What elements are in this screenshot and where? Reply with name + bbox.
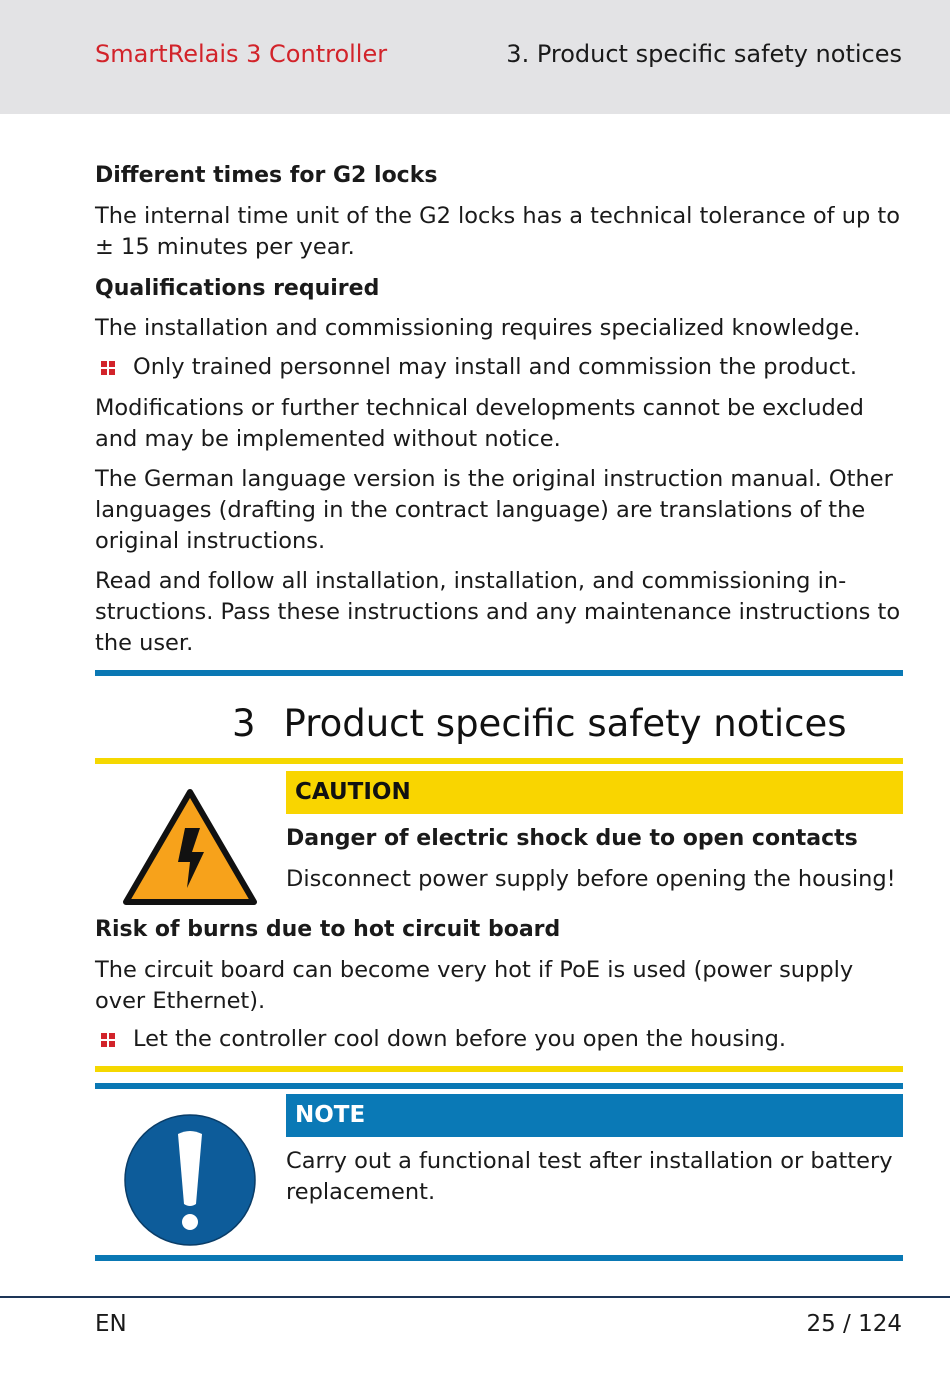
footer-rule bbox=[0, 1296, 950, 1298]
modifications-text bbox=[95, 393, 903, 455]
note-body bbox=[286, 1146, 903, 1208]
section-divider-top bbox=[95, 670, 903, 676]
caution-text: Disconnect power supply before opening the housing! bbox=[286, 866, 896, 892]
note-line1: Carry out a functional test after installation or battery bbox=[286, 1148, 893, 1174]
qualifications-bullet-text: Only trained personnel may install and commission the product. bbox=[133, 354, 857, 380]
qualifications-text-block bbox=[95, 313, 903, 344]
follow-text bbox=[95, 566, 903, 659]
burns-section bbox=[95, 916, 903, 944]
exclamation-mandatory-icon bbox=[122, 1112, 258, 1248]
language-line1: The German language version is the original instruction manual. Other bbox=[95, 466, 893, 492]
burns-text bbox=[95, 955, 903, 1017]
qualifications-section bbox=[95, 275, 903, 303]
footer-language: EN bbox=[95, 1311, 127, 1337]
g2-text bbox=[95, 201, 903, 263]
note-divider-top bbox=[95, 1083, 903, 1089]
qualifications-bullet bbox=[95, 352, 903, 383]
language-line3: original instructions. bbox=[95, 528, 326, 554]
follow-line1: Read and follow all installation, installation, and commissioning in- bbox=[95, 568, 847, 594]
note-line2: replacement. bbox=[286, 1179, 436, 1205]
language-line2: languages (drafting in the contract language) are translations of the bbox=[95, 497, 866, 523]
caution-heading: Danger of electric shock due to open contacts bbox=[286, 826, 858, 851]
bullet-icon bbox=[101, 1033, 115, 1047]
list-item bbox=[95, 1024, 903, 1055]
section-title bbox=[232, 702, 847, 745]
g2-section bbox=[95, 162, 903, 190]
section-title-text: Product specific safety notices bbox=[283, 702, 847, 745]
caution-divider-bottom bbox=[95, 1066, 903, 1072]
g2-heading: Different times for G2 locks bbox=[95, 163, 438, 188]
burns-line2: over Ethernet). bbox=[95, 988, 266, 1014]
caution-banner: CAUTION bbox=[286, 771, 903, 814]
chapter-title: 3. Product specific safety notices bbox=[506, 40, 902, 68]
g2-text-line1: The internal time unit of the G2 locks has a technical tolerance of up to bbox=[95, 203, 901, 229]
note-divider-bottom bbox=[95, 1255, 903, 1261]
caution-body bbox=[286, 825, 903, 853]
burns-heading: Risk of burns due to hot circuit board bbox=[95, 917, 561, 942]
follow-line3: the user. bbox=[95, 630, 194, 656]
burns-bullet bbox=[95, 1024, 903, 1055]
follow-line2: structions. Pass these instructions and any maintenance instructions to bbox=[95, 599, 901, 625]
g2-text-line2: ± 15 minutes per year. bbox=[95, 234, 355, 260]
language-text bbox=[95, 464, 903, 557]
burns-line1: The circuit board can become very hot if PoE is used (power supply bbox=[95, 957, 854, 983]
caution-divider-top bbox=[95, 758, 903, 764]
caution-text-block bbox=[286, 864, 903, 895]
note-banner: NOTE bbox=[286, 1094, 903, 1137]
bullet-icon bbox=[101, 361, 115, 375]
page-header bbox=[0, 0, 950, 114]
footer-page-number: 25 / 124 bbox=[806, 1311, 902, 1337]
qualifications-text: The installation and commissioning requires specialized knowledge. bbox=[95, 315, 861, 341]
modifications-line2: and may be implemented without notice. bbox=[95, 426, 561, 452]
high-voltage-warning-icon bbox=[120, 786, 260, 910]
list-item bbox=[95, 352, 903, 383]
section-number: 3 bbox=[232, 702, 256, 745]
product-name: SmartRelais 3 Controller bbox=[95, 40, 388, 68]
qualifications-heading: Qualifications required bbox=[95, 276, 380, 301]
modifications-line1: Modifications or further technical developments cannot be excluded bbox=[95, 395, 864, 421]
burns-bullet-text: Let the controller cool down before you open the housing. bbox=[133, 1026, 787, 1052]
